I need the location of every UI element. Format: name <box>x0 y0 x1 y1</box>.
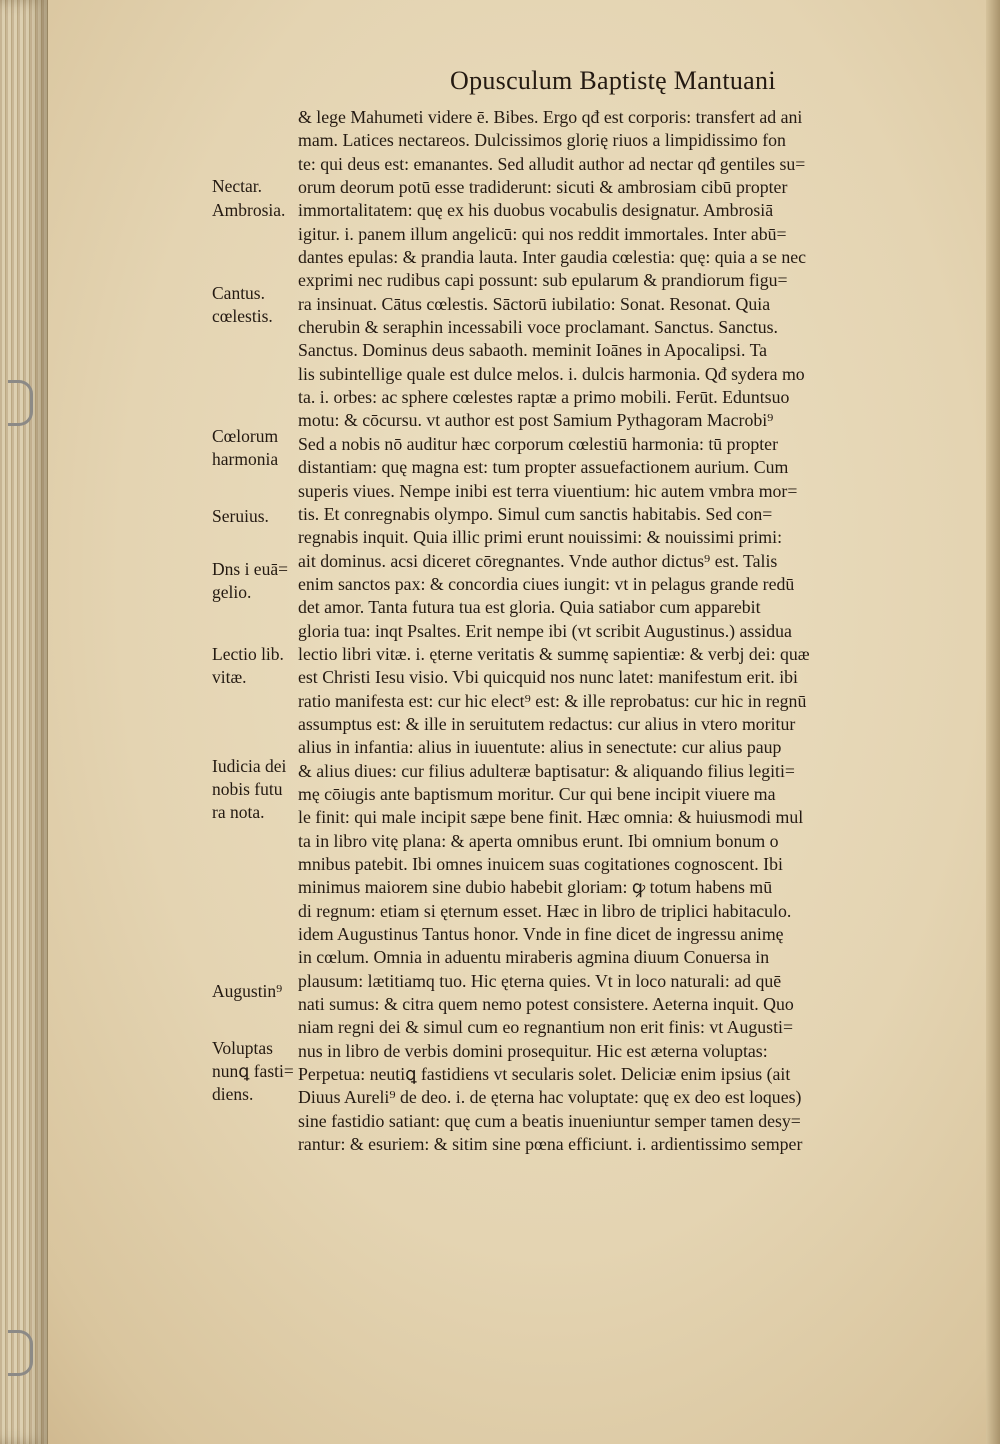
marginal-note-line: Dns i euā= <box>212 559 288 579</box>
marginal-note-line: Voluptas <box>212 1038 273 1058</box>
marginal-note-seruius <box>212 505 269 528</box>
marginal-note-line: Seruius. <box>212 506 269 526</box>
text-line: ta. i. orbes: ac sphere cœlestes raptæ a primo mobili. Ferūt. Eduntsuo <box>298 387 790 408</box>
marginal-note-lectio <box>212 643 284 689</box>
marginal-note-line: vitæ. <box>212 667 247 687</box>
text-line: sine fastidio satiant: quę cum a beatis inueniuntur semper tamen desy= <box>298 1110 801 1131</box>
marginal-note-line: nunꝗ fasti= <box>212 1061 294 1081</box>
binding-band <box>8 380 33 426</box>
marginal-note-evangelio <box>212 558 288 604</box>
text-line: ra insinuat. Cātus cœlestis. Sāctorū iubilatio: Sonat. Resonat. Quia <box>298 293 771 314</box>
text-line: gloria tua: inqt Psaltes. Erit nempe ibi (vt scribit Augustinus.) assidua <box>298 620 792 641</box>
text-line: di regnum: etiam si ęternum esset. Hæc in libro de triplici habitaculo. <box>298 900 792 921</box>
marginal-note-line: harmonia <box>212 449 279 469</box>
main-text-block <box>298 106 928 1156</box>
text-line: Sanctus. Dominus deus sabaoth. meminit Ioānes in Apocalipsi. Ta <box>298 340 768 361</box>
marginal-note-line: gelio. <box>212 582 252 602</box>
marginal-note-ambrosia <box>212 199 285 222</box>
marginal-note-line: nobis futu <box>212 779 283 799</box>
text-line: exprimi nec rudibus capi possunt: sub epularum & prandiorum figu= <box>298 270 788 291</box>
text-line: minimus maiorem sine dubio habebit gloriam: ꝙ totum habens mū <box>298 877 773 898</box>
text-line: le finit: qui male incipit sæpe bene finit. Hæc omnia: & huiusmodi mul <box>298 807 804 828</box>
marginal-note-line: Iudicia dei <box>212 756 287 776</box>
text-line: motu: & cōcursu. vt author est post Samium Pythagoram Macrobi⁹ <box>298 410 774 431</box>
text-line: in cœlum. Omnia in aduentu miraberis agmina diuum Conuersa in <box>298 947 770 968</box>
text-line: Perpetua: neutiꝗ fastidiens vt secularis solet. Deliciæ enim ipsius (ait <box>298 1064 791 1085</box>
text-line: & lege Mahumeti videre ē. Bibes. Ergo qđ est corporis: transfert ad ani <box>298 107 803 127</box>
text-line: lis subintellige quale est dulce melos. i. dulcis harmonia. Qđ sydera mo <box>298 363 805 384</box>
text-line: Diuus Aureli⁹ de deo. i. de ęterna hac voluptate: quę ex deo est loques) <box>298 1087 802 1108</box>
marginal-note-line: Lectio lib. <box>212 644 284 664</box>
text-line: cherubin & seraphin incessabili voce proclamant. Sanctus. Sanctus. <box>298 317 778 338</box>
running-head: Opusculum Baptistę Mantuani <box>450 66 776 95</box>
text-line: enim sanctos pax: & concordia ciues iungit: vt in pelagus grande redū <box>298 573 795 594</box>
text-line: igitur. i. panem illum angelicū: qui nos reddit immortales. Inter abū= <box>298 223 787 244</box>
book-spine-edge <box>0 0 48 1444</box>
marginal-note-augustinus <box>212 980 282 1003</box>
text-line: mam. Latices nectareos. Dulcissimos glorię riuos a limpidissimo fon <box>298 130 786 151</box>
text-line: immortalitatem: quę ex his duobus vocabulis designatur. Ambrosiā <box>298 200 774 221</box>
text-line: niam regni dei & simul cum eo regnantium non erit finis: vt Augusti= <box>298 1017 793 1038</box>
text-line: est Christi Iesu visio. Vbi quicquid nos nunc latet: manifestum erit. ibi <box>298 667 798 688</box>
text-line: nati sumus: & citra quem nemo potest consistere. Aeterna inquit. Quo <box>298 994 794 1015</box>
text-line: & alius diues: cur filius adulteræ baptisatur: & aliquando filius legiti= <box>298 760 795 781</box>
marginal-note-cantus <box>212 282 273 328</box>
marginal-note-line: Cantus. <box>212 283 265 303</box>
text-line: det amor. Tanta futura tua est gloria. Quia satiabor cum apparebit <box>298 597 761 618</box>
binding-band <box>8 1330 33 1376</box>
text-line: tis. Et conregnabis olympo. Simul cum sanctis habitabis. Sed con= <box>298 503 773 524</box>
text-line: regnabis inquit. Quia illic primi erunt nouissimi: & nouissimi primi: <box>298 527 783 548</box>
marginal-note-line: cœlestis. <box>212 306 273 326</box>
text-line: assumptus est: & ille in seruitutem redactus: cur alius in vtero moritur <box>298 713 796 734</box>
text-line: te: qui deus est: emanantes. Sed alludit author ad nectar qđ gentiles su= <box>298 153 806 174</box>
text-line: rantur: & esuriem: & sitim sine pœna efficiunt. i. ardientissimo semper <box>298 1134 803 1155</box>
marginal-note-line: diens. <box>212 1084 254 1104</box>
text-line: superis viues. Nempe inibi est terra viuentium: hic autem vmbra mor= <box>298 480 798 501</box>
marginal-note-harmonia <box>212 425 278 471</box>
text-line: ait dominus. acsi diceret cōregnantes. Vnde author dictus⁹ est. Talis <box>298 550 778 571</box>
marginal-note-line: ra nota. <box>212 802 265 822</box>
text-line: plausum: lætitiamq tuo. Hic ęterna quies. Vt in loco naturali: ad quē <box>298 970 782 991</box>
text-line: mnibus patebit. Ibi omnes inuicem suas cogitationes cognoscent. Ibi <box>298 854 783 874</box>
marginal-note-line: Ambrosia. <box>212 200 286 220</box>
text-line: ratio manifesta est: cur hic elect⁹ est: & ille reprobatus: cur hic in regnū <box>298 690 807 711</box>
text-line: lectio libri vitæ. i. ęterne veritatis & summę sapientiæ: & verbj dei: quæ <box>298 643 810 664</box>
text-line: Sed a nobis nō auditur hæc corporum cœlestiū harmonia: tū propter <box>298 433 778 454</box>
marginal-note-iudicia <box>212 755 286 824</box>
marginal-note-line: Augustin⁹ <box>212 981 283 1001</box>
page-edge <box>986 0 1000 1444</box>
text-line: ta in libro vitę plana: & aperta omnibus erunt. Ibi omnium bonum o <box>298 830 779 851</box>
marginal-note-voluptas <box>212 1037 294 1106</box>
marginal-note-line: Cœlorum <box>212 426 279 446</box>
marginal-note-line: Nectar. <box>212 176 263 196</box>
text-line: dantes epulas: & prandia lauta. Inter gaudia cœlestia: quę: quia a se nec <box>298 247 807 268</box>
text-line: alius in infantia: alius in iuuentute: alius in senectute: cur alius paup <box>298 737 782 758</box>
text-line: nus in libro de verbis domini prosequitur. Hic est æterna voluptas: <box>298 1040 768 1061</box>
marginal-note-nectar <box>212 175 262 198</box>
text-line: idem Augustinus Tantus honor. Vnde in fine dicet de ingressu animę <box>298 924 784 945</box>
text-line: distantiam: quę magna est: tum propter assuefactionem aurium. Cum <box>298 457 789 478</box>
text-line: orum deorum potū esse tradiderunt: sicuti & ambrosiam cibū propter <box>298 177 788 198</box>
text-line: mę cōiugis ante baptismum moritur. Cur qui bene incipit viuere ma <box>298 783 776 804</box>
